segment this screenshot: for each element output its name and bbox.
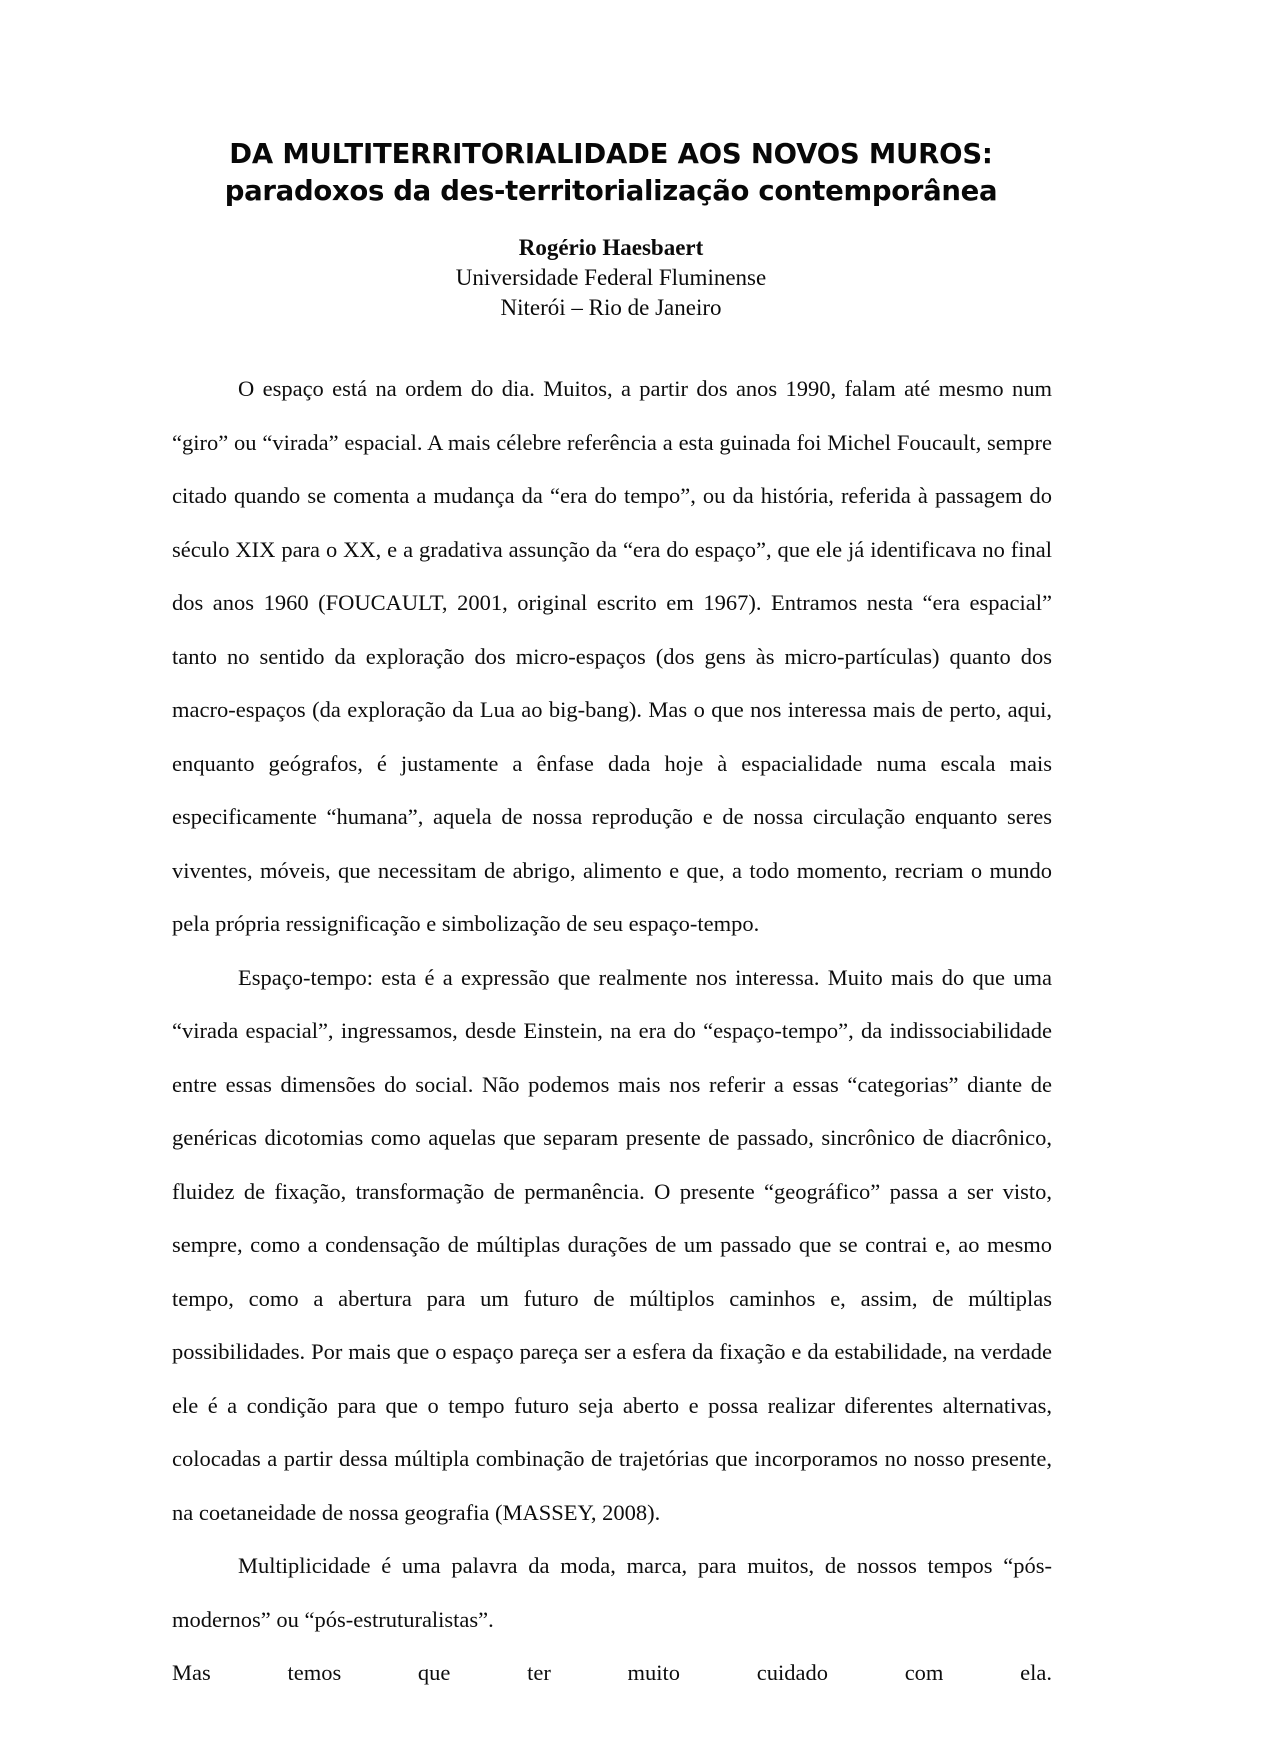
- author-location: Niterói – Rio de Janeiro: [500, 295, 722, 320]
- document-title-line-1: DA MULTITERRITORIALIDADE AOS NOVOS MUROS:: [229, 138, 993, 170]
- body-text: [172, 362, 1052, 1753]
- body-paragraph-3: Multiplicidade é uma palavra da moda, marca, para muitos, de nossos tempos “pós-modernos” ou “pós-estruturalistas”. Mas temos que ter muito cuidado com ela.: [172, 1539, 1052, 1753]
- author-affiliation: Universidade Federal Fluminense: [455, 265, 767, 290]
- document-title-line-2: paradoxos da des-territorialização contemporânea: [224, 175, 998, 207]
- title-block: [172, 136, 1050, 210]
- body-paragraph-2: Espaço-tempo: esta é a expressão que realmente nos interessa. Muito mais do que uma “virada espacial”, ingressamos, desde Einstein, na era do “espaço-tempo”, da indissociabilidade entre essas dimensões do social. Não podemos mais nos referir a essas “categorias” diante de genéricas dicotomias como aquelas que separam presente de passado, sincrônico de diacrônico, fluidez de fixação, transformação de permanência. O presente “geográfico” passa a ser visto, sempre, como a condensação de múltiplas durações de um passado que se contrai e, ao mesmo tempo, como a abertura para um futuro de múltiplos caminhos e, assim, de múltiplas possibilidades. Por mais que o espaço pareça ser a esfera da fixação e da estabilidade, na verdade ele é a condição para que o tempo futuro seja aberto e possa realizar diferentes alternativas, colocadas a partir dessa múltipla combinação de trajetórias que incorporamos no nosso presente, na coetaneidade de nossa geografia (MASSEY, 2008).: [172, 964, 1052, 1525]
- author-block: [172, 233, 1050, 323]
- author-name: Rogério Haesbaert: [518, 235, 704, 260]
- body-paragraph-1: O espaço está na ordem do dia. Muitos, a partir dos anos 1990, falam até mesmo num “giro” ou “virada” espacial. A mais célebre referência a esta guinada foi Michel Foucault, sempre citado quando se comenta a mudança da “era do tempo”, ou da história, referida à passagem do século XIX para o XX, e a gradativa assunção da “era do espaço”, que ele já identificava no final dos anos 1960 (FOUCAULT, 2001, original escrito em 1967). Entramos nesta “era espacial” tanto no sentido da exploração dos micro-espaços (dos gens às micro-partículas) quanto dos macro-espaços (da exploração da Lua ao big-bang). Mas o que nos interessa mais de perto, aqui, enquanto geógrafos, é justamente a ênfase dada hoje à espacialidade numa escala mais especificamente “humana”, aquela de nossa reprodução e de nossa circulação enquanto seres viventes, móveis, que necessitam de abrigo, alimento e que, a todo momento, recriam o mundo pela própria ressignificação e simbolização de seu espaço-tempo.: [172, 376, 1052, 936]
- body-paragraph-3-final-line: Mas temos que ter muito cuidado com ela.: [172, 1660, 1052, 1685]
